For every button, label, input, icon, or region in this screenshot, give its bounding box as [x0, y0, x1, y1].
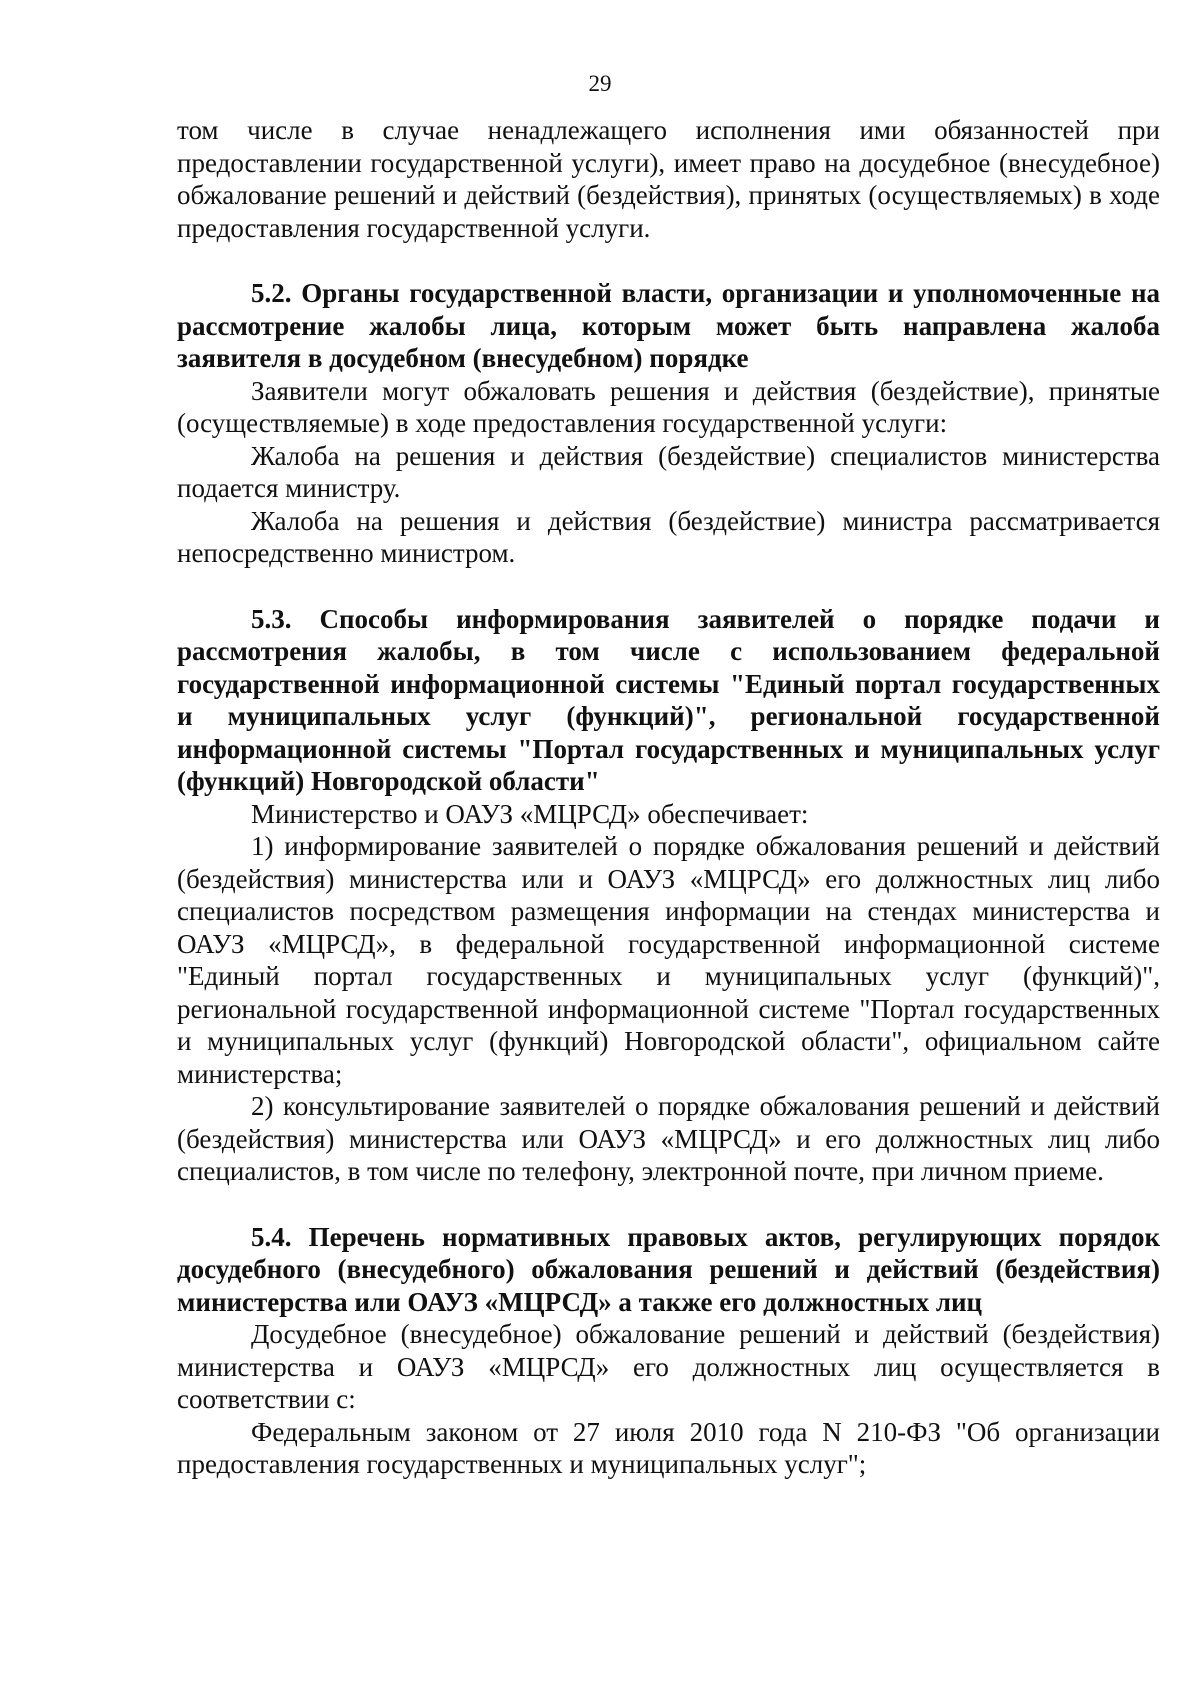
paragraph: Жалоба на решения и действия (бездействие) министра рассматривается непосредственно министром. — [177, 505, 1160, 568]
paragraph: Федеральным законом от 27 июля 2010 года N 210-ФЗ "Об организации предоставления государственных и муниципальных услуг"; — [177, 1416, 1160, 1479]
section-gap — [177, 244, 1160, 277]
list-item: 1) информирование заявителей о порядке обжалования решений и действий (бездействия) министерства или и ОАУЗ «МЦРСД» его должностных лиц либо специалистов посредством размещения информации на стендах министерства и ОАУЗ «МЦРСД», в федеральной государственной информационной системе "Единый портал государственных и муниципальных услуг (функций)", региональной государственной информационной системе "Портал государственных и муниципальных услуг (функций) Новгородской области", официальном сайте министерства; — [177, 831, 1160, 1089]
section-heading: 5.4. Перечень нормативных правовых актов, регулирующих порядок досудебного (внесудебного) обжалования решений и действий (бездействия) министерства или ОАУЗ «МЦРСД» а также его должностных лиц — [177, 1221, 1160, 1317]
section-gap — [177, 570, 1160, 603]
page-content — [177, 114, 1160, 1481]
paragraph: Досудебное (внесудебное) обжалование решений и действий (бездействия) министерства и ОАУЗ «МЦРСД» его должностных лиц осуществляется в соответствии с: — [177, 1319, 1160, 1414]
section-heading: 5.2. Органы государственной власти, организации и уполномоченные на рассмотрение жалобы лица, которым может быть направлена жалоба заявителя в досудебном (внесудебном) порядке — [177, 278, 1160, 373]
section-5-4 — [177, 1221, 1160, 1481]
paragraph: Заявители могут обжаловать решения и действия (бездействие), принятые (осуществляемые) в ходе предоставления государственной услуги: — [177, 375, 1160, 438]
section-heading: 5.3. Способы информирования заявителей о порядке подачи и рассмотрения жалобы, в том числе с использованием федеральной государственной информационной системы "Единый портал государственных и муниципальных услуг (функций)", региональной государственной информационной системы "Портал государственных и муниципальных услуг (функций) Новгородской области" — [177, 603, 1160, 796]
section-5-2 — [177, 277, 1160, 570]
paragraph: Министерство и ОАУЗ «МЦРСД» обеспечивает: — [251, 798, 809, 829]
paragraph: Жалоба на решения и действия (бездействие) специалистов министерства подается министру. — [177, 440, 1160, 503]
list-item: 2) консультирование заявителей о порядке обжалования решений и действий (бездействия) министерства или ОАУЗ «МЦРСД» и его должностных лиц либо специалистов, в том числе по телефону, электронной почте, при личном приеме. — [177, 1091, 1160, 1186]
section-5-3 — [177, 603, 1160, 1188]
section-gap — [177, 1188, 1160, 1221]
intro-paragraph: том числе в случае ненадлежащего исполнения ими обязанностей при предоставлении государственной услуги), имеет право на досудебное (внесудебное) обжалование решений и действий (бездействия), принятых (осуществляемых) в ходе предоставления государственной услуги. — [177, 115, 1160, 243]
page-number: 29 — [588, 71, 612, 96]
